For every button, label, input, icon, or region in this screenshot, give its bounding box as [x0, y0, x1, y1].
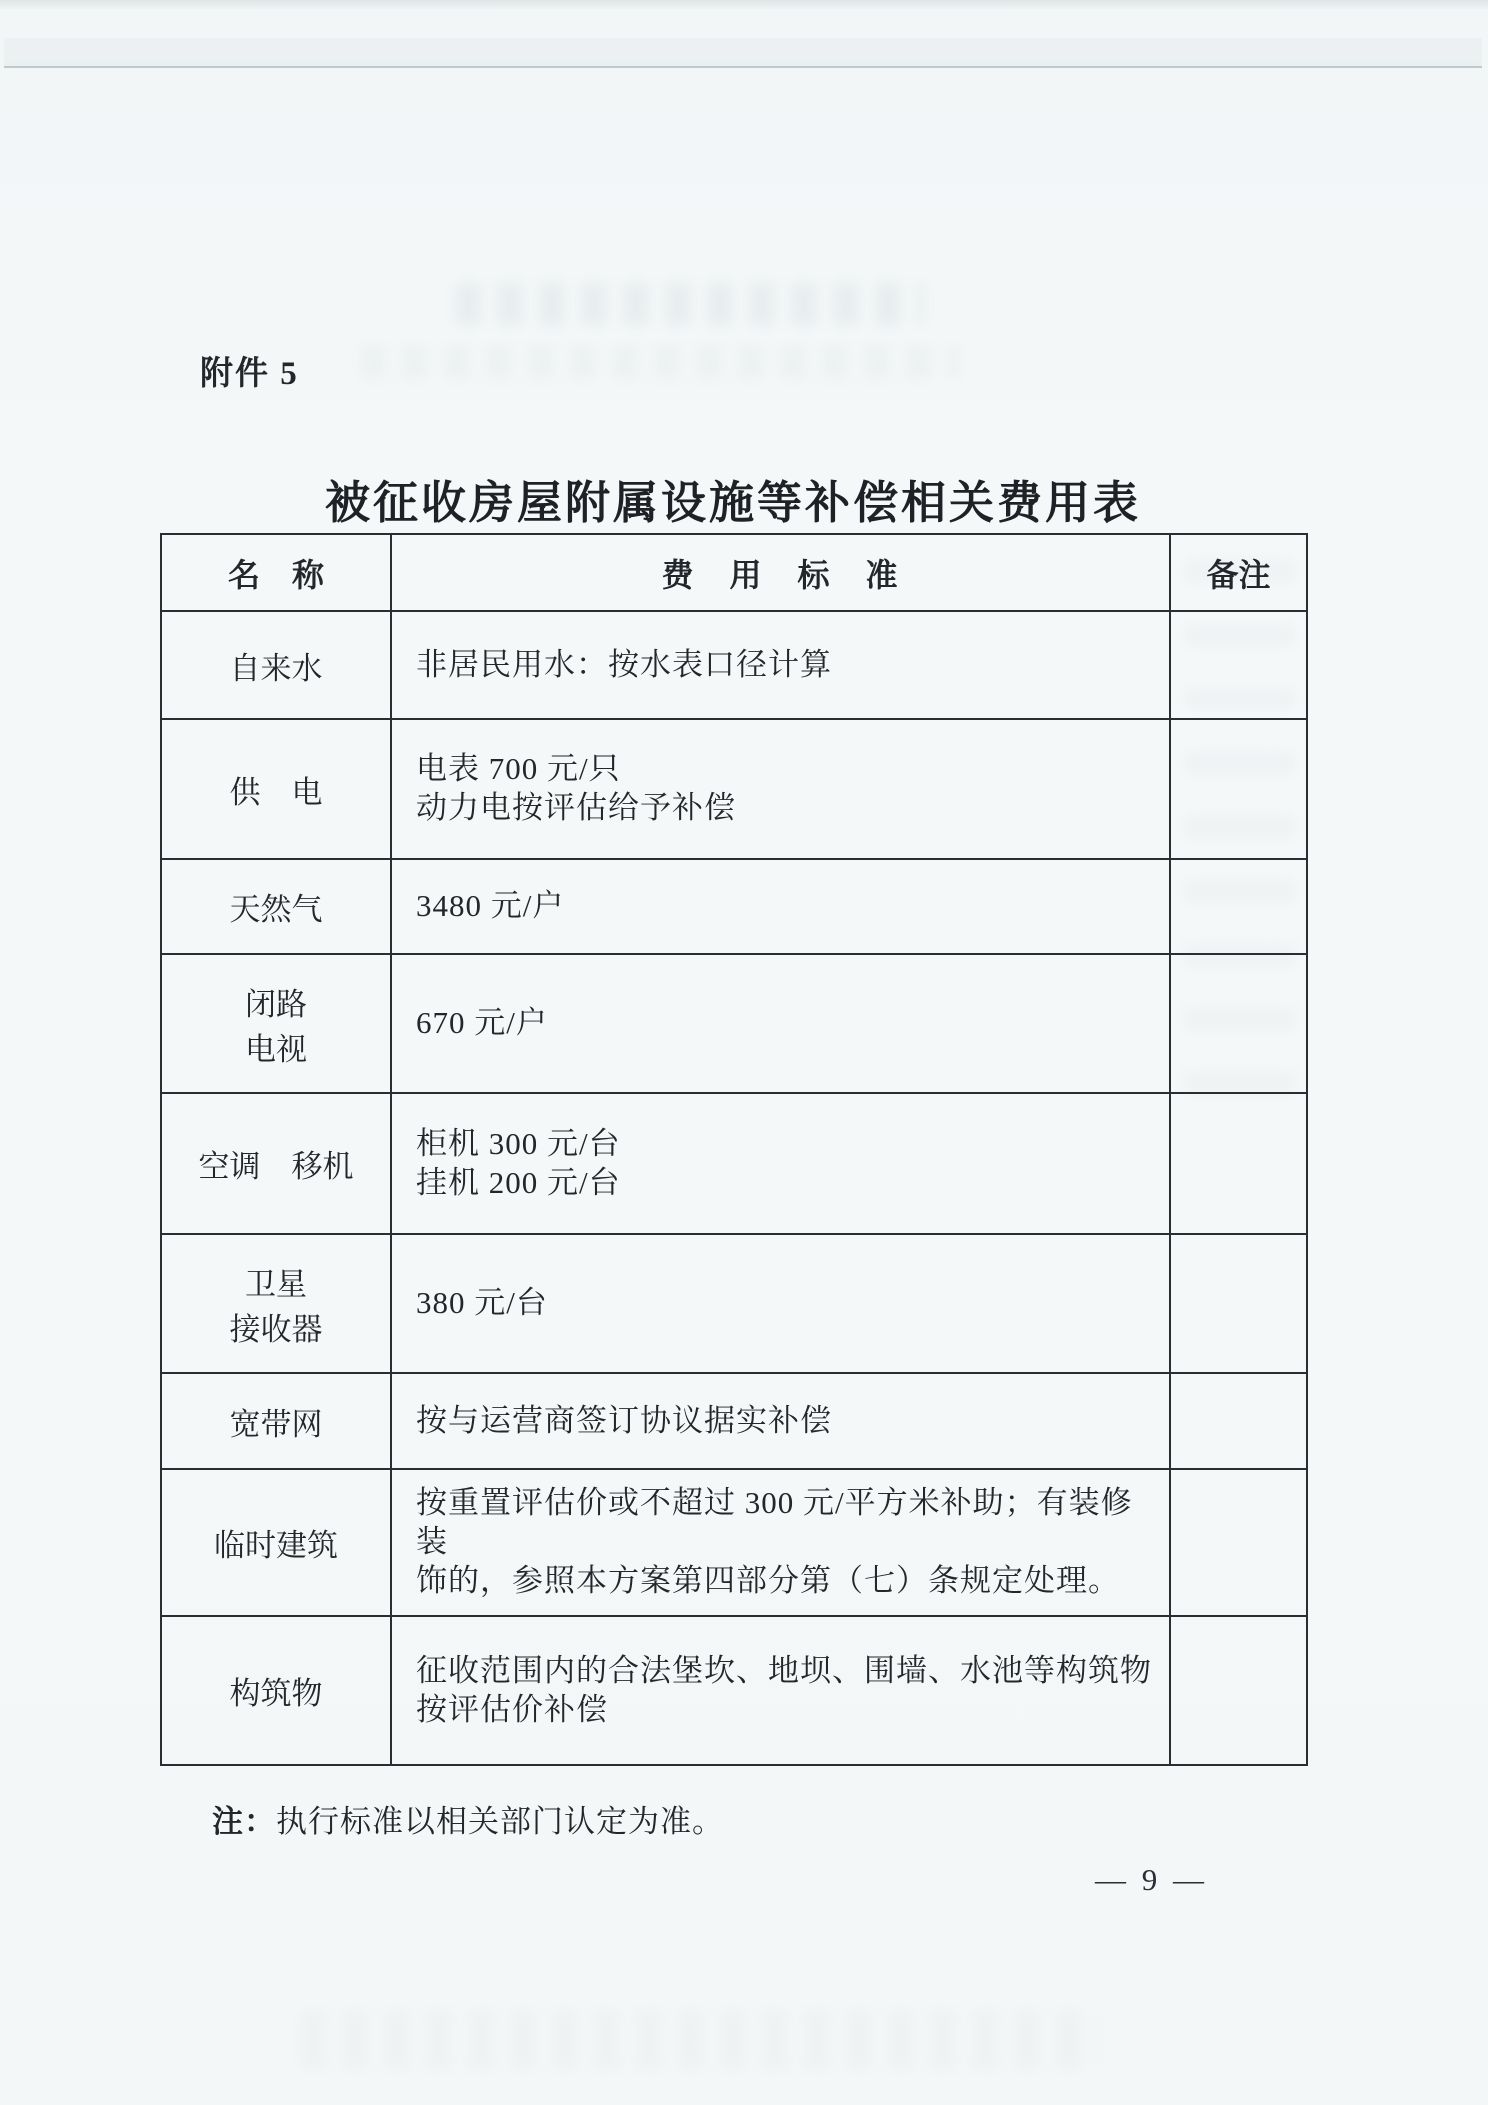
row-standard: 380 元/台: [391, 1234, 1170, 1373]
table-row: [161, 1616, 1307, 1765]
row-remark: [1170, 1616, 1307, 1765]
bleed-through-artifact: [455, 282, 925, 326]
note-text: 执行标准以相关部门认定为准。: [276, 1804, 724, 1839]
table-row: [161, 1373, 1307, 1469]
row-standard: 按与运营商签订协议据实补偿: [391, 1373, 1170, 1469]
table-row: [161, 719, 1307, 859]
row-name: 天然气: [161, 859, 391, 954]
row-standard: 按重置评估价或不超过 300 元/平方米补助；有装修装 饰的，参照本方案第四部分第（七）条规定处理。: [391, 1469, 1170, 1616]
row-remark: [1170, 1093, 1307, 1234]
row-remark: [1170, 954, 1307, 1093]
row-standard: 670 元/户: [391, 954, 1170, 1093]
row-remark: [1170, 1373, 1307, 1469]
row-remark: [1170, 1469, 1307, 1616]
row-standard: 电表 700 元/只 动力电按评估给予补偿: [391, 719, 1170, 859]
row-name: 空调 移机: [161, 1093, 391, 1234]
row-name: 闭路 电视: [161, 954, 391, 1093]
header-standard: 费 用 标 准: [391, 534, 1170, 611]
scan-edge-artifact: [0, 0, 1488, 9]
row-name: 自来水: [161, 611, 391, 719]
table-header-row: [161, 534, 1307, 611]
row-standard: 征收范围内的合法堡坎、地坝、围墙、水池等构筑物 按评估价补偿: [391, 1616, 1170, 1765]
header-name: 名 称: [161, 534, 391, 611]
row-name: 宽带网: [161, 1373, 391, 1469]
row-remark: [1170, 719, 1307, 859]
scan-band-artifact: [4, 38, 1482, 68]
row-name: 临时建筑: [161, 1469, 391, 1616]
table-row: [161, 954, 1307, 1093]
table-row: [161, 611, 1307, 719]
table-row: [161, 1469, 1307, 1616]
attachment-label: 附件 5: [200, 356, 299, 392]
fee-table: [160, 533, 1308, 1766]
table-row: [161, 1093, 1307, 1234]
row-remark: [1170, 859, 1307, 954]
table-note: [212, 1796, 724, 1841]
row-name: 供 电: [161, 719, 391, 859]
row-standard: 非居民用水：按水表口径计算: [391, 611, 1170, 719]
page-title: 被征收房屋附属设施等补偿相关费用表: [324, 477, 1141, 528]
row-name: 构筑物: [161, 1616, 391, 1765]
table-row: [161, 1234, 1307, 1373]
bleed-through-artifact: [360, 345, 960, 379]
page-number: — 9 —: [1095, 1862, 1208, 1897]
note-prefix: 注：: [212, 1804, 276, 1839]
row-standard: 柜机 300 元/台 挂机 200 元/台: [391, 1093, 1170, 1234]
table-row: [161, 859, 1307, 954]
bleed-through-artifact: [300, 2010, 1100, 2070]
row-remark: [1170, 1234, 1307, 1373]
header-remark: 备注: [1170, 534, 1307, 611]
row-remark: [1170, 611, 1307, 719]
row-name: 卫星 接收器: [161, 1234, 391, 1373]
row-standard: 3480 元/户: [391, 859, 1170, 954]
